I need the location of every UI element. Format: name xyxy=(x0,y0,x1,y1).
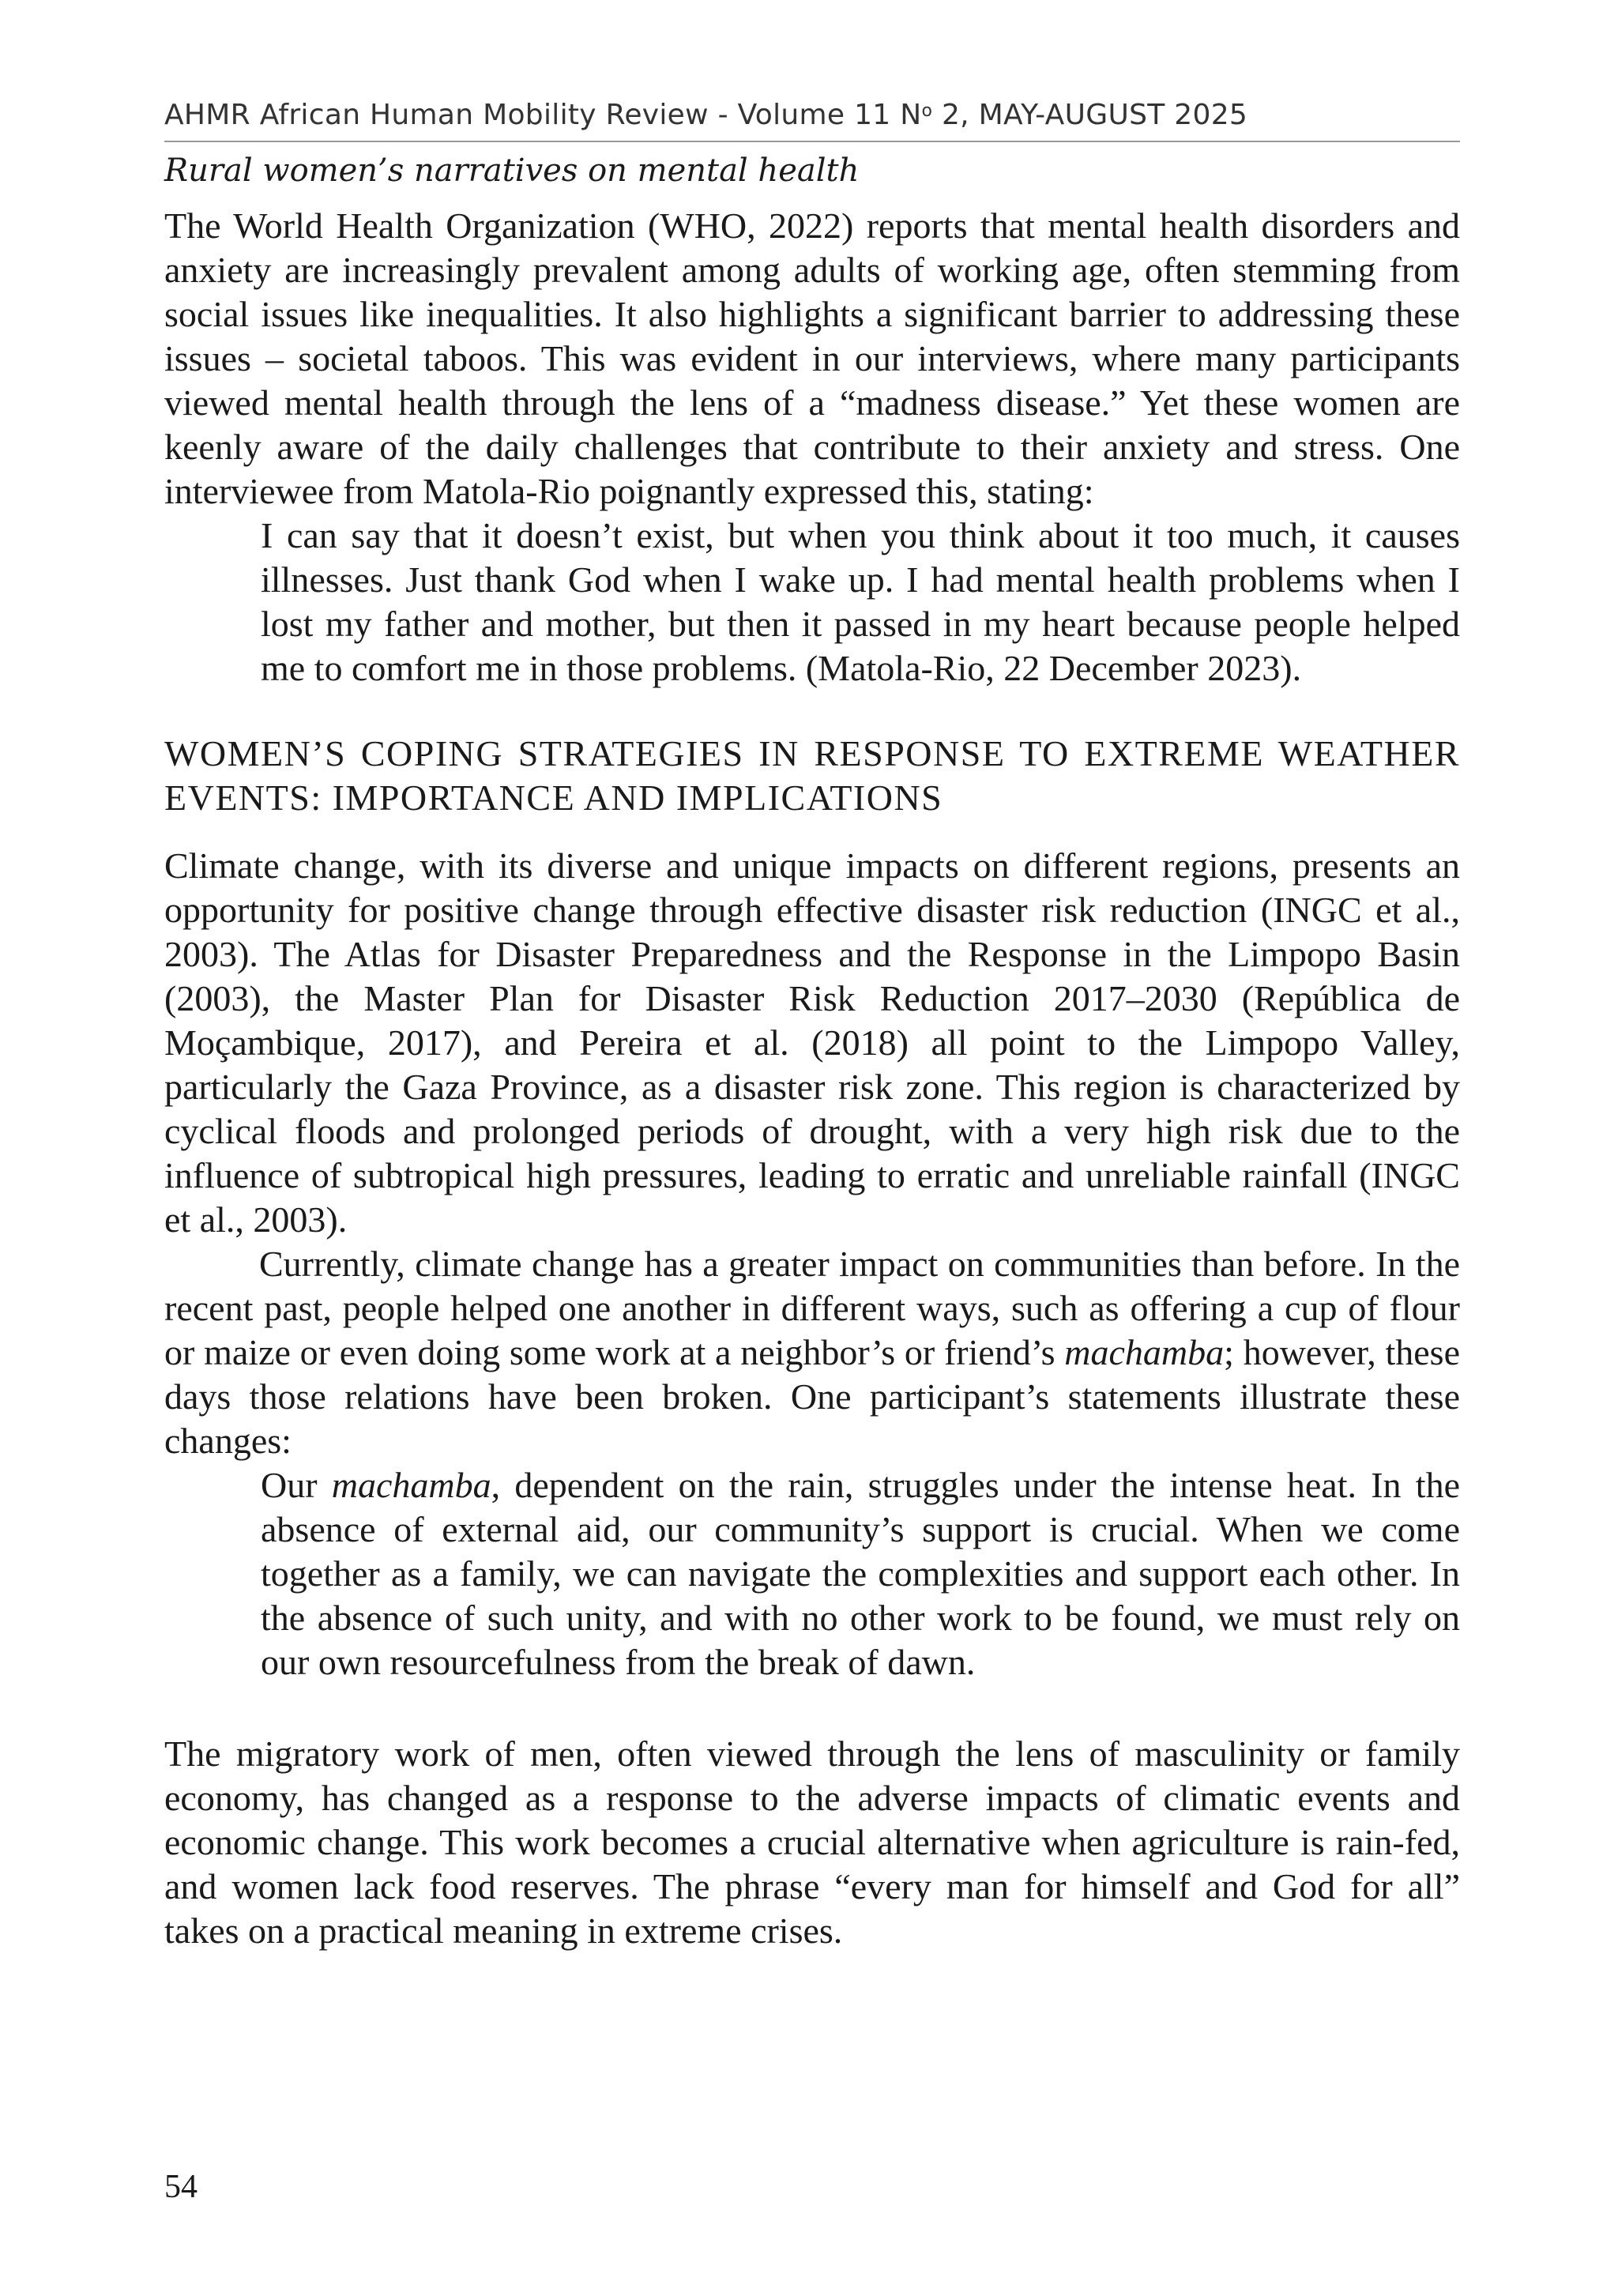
subsection-title: Rural women’s narratives on mental health xyxy=(164,152,860,189)
quote-text: Our xyxy=(261,1465,332,1505)
quote-machamba xyxy=(261,1463,1460,1684)
running-head-issue: 2, MAY-AUGUST 2025 xyxy=(932,99,1248,131)
paragraph-community-relations xyxy=(164,1242,1460,1463)
quote-text: , dependent on the rain, struggles under the intense heat. In the absence of external aid, our community’s support is crucial. When we come together as a family, we can navigate the complexities and support each other. In the absence of such unity, and with no other work to be found, we must rely on our own resourcefulness from the break of dawn. xyxy=(261,1465,1460,1682)
running-head-superscript: o xyxy=(921,101,933,121)
section-heading: WOMEN’S COPING STRATEGIES IN RESPONSE TO EXTREME WEATHER EVENTS: IMPORTANCE AND IMPLICATIONS xyxy=(164,733,1460,818)
page-number: 54 xyxy=(164,2169,198,2205)
paragraph-text: ; however, these days those relations have been broken. One participant’s statements illustrate these changes: xyxy=(164,1332,1461,1461)
page-content xyxy=(164,95,1460,1953)
running-head xyxy=(164,95,1460,142)
running-head-text: AHMR African Human Mobility Review - Volume 11 N xyxy=(164,99,922,131)
paragraph-mental-health: The World Health Organization (WHO, 2022) reports that mental health disorders and anxiety are increasingly prevalent among adults of working age, often stemming from social issues like inequalities. It also highlights a significant barrier to addressing these issues – societal taboos. This was evident in our interviews, where many participants viewed mental health through the lens of a “madness disease.” Yet these women are keenly aware of the daily challenges that contribute to their anxiety and stress. One interviewee from Matola-Rio poignantly expressed this, stating: xyxy=(164,205,1460,511)
paragraph-climate-change: Climate change, with its diverse and unique impacts on different regions, presents an opportunity for positive change through effective disaster risk reduction (INGC et al., 2003). The Atlas for Disaster Preparedness and the Response in the Limpopo Basin (2003), the Master Plan for Disaster Risk Reduction 2017–2030 (República de Moçambique, 2017), and Pereira et al. (2018) all point to the Limpopo Valley, particularly the Gaza Province, as a disaster risk zone. This region is characterized by cyclical floods and prolonged periods of drought, with a very high risk due to the influence of subtropical high pressures, leading to erratic and unreliable rainfall (INGC et al., 2003). xyxy=(164,845,1460,1240)
italic-term: machamba xyxy=(331,1465,491,1505)
italic-term: machamba xyxy=(1064,1332,1225,1372)
paragraph-text: Currently, climate change has a greater impact on communities than before. In the recent past, people helped one another in different ways, such as offering a cup of flour or maize or even doing some work at a neighbor’s or friend’s xyxy=(164,1244,1460,1372)
paragraph-migratory-work: The migratory work of men, often viewed through the lens of masculinity or family economy, has changed as a response to the adverse impacts of climatic events and economic change. This work becomes a crucial alternative when agriculture is rain-fed, and women lack food reserves. The phrase “every man for himself and God for all” takes on a practical meaning in extreme crises. xyxy=(164,1733,1460,1951)
quote-matola-rio: I can say that it doesn’t exist, but when you think about it too much, it causes illnesses. Just thank God when I wake up. I had mental health problems when I lost my father and mother, but then it passed in my heart because people helped me to comfort me in those problems. (Matola-Rio, 22 December 2023). xyxy=(261,515,1460,688)
